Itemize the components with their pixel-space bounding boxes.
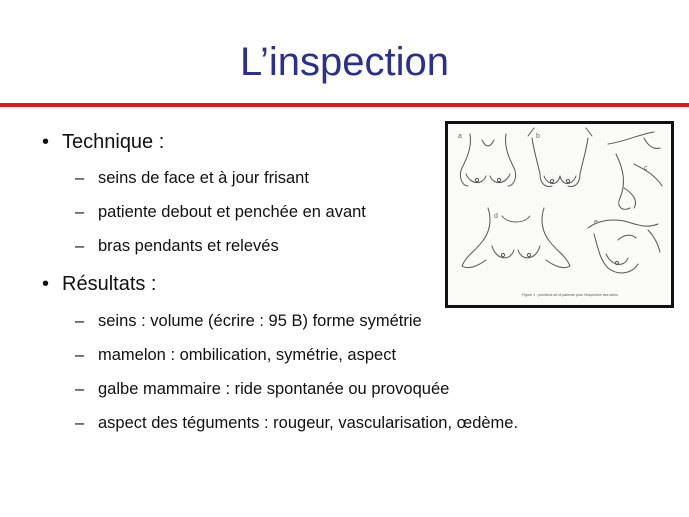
section-heading-text: Technique : xyxy=(62,131,165,153)
panel-d-drawing xyxy=(462,208,570,268)
inspection-figure xyxy=(445,121,674,308)
list-item-text: mamelon : ombilication, symétrie, aspect xyxy=(98,346,397,364)
panel-label-c: c xyxy=(644,165,648,172)
slide-title: L’inspection xyxy=(239,40,450,84)
panel-e-drawing xyxy=(588,220,660,273)
panel-label-d: d xyxy=(494,213,498,220)
panel-c-drawing xyxy=(608,132,662,209)
dash-marker: – xyxy=(75,380,85,398)
bullet-marker: • xyxy=(42,273,50,295)
list-item xyxy=(42,378,682,400)
dash-marker: – xyxy=(75,346,85,364)
section-heading-text: Résultats : xyxy=(62,273,157,295)
list-item xyxy=(42,310,682,332)
list-item-text: seins : volume (écrire : 95 B) forme symétrie xyxy=(98,312,422,330)
list-item-text: seins de face et à jour frisant xyxy=(98,169,309,187)
list-item-text: aspect des téguments : rougeur, vascularisation, œdème. xyxy=(98,414,519,432)
panel-label-a: a xyxy=(458,133,462,140)
panel-a-drawing xyxy=(460,134,515,186)
dash-marker: – xyxy=(75,203,85,221)
title-underline xyxy=(0,103,689,107)
list-item xyxy=(42,412,682,434)
dash-marker: – xyxy=(75,414,85,432)
bullet-marker: • xyxy=(42,131,50,153)
figure-caption: Figure 1 : positions de la patiente pour l'inspection des seins xyxy=(522,293,618,297)
panel-label-e: e xyxy=(594,219,598,226)
list-item-text: galbe mammaire : ride spontanée ou provoquée xyxy=(98,380,450,398)
dash-marker: – xyxy=(75,169,85,187)
dash-marker: – xyxy=(75,237,85,255)
list-item-text: patiente debout et penchée en avant xyxy=(98,203,366,221)
dash-marker: – xyxy=(75,312,85,330)
list-item xyxy=(42,344,682,366)
breast-inspection-illustration xyxy=(448,124,671,305)
list-item-text: bras pendants et relevés xyxy=(98,237,279,255)
panel-label-b: b xyxy=(536,133,540,140)
